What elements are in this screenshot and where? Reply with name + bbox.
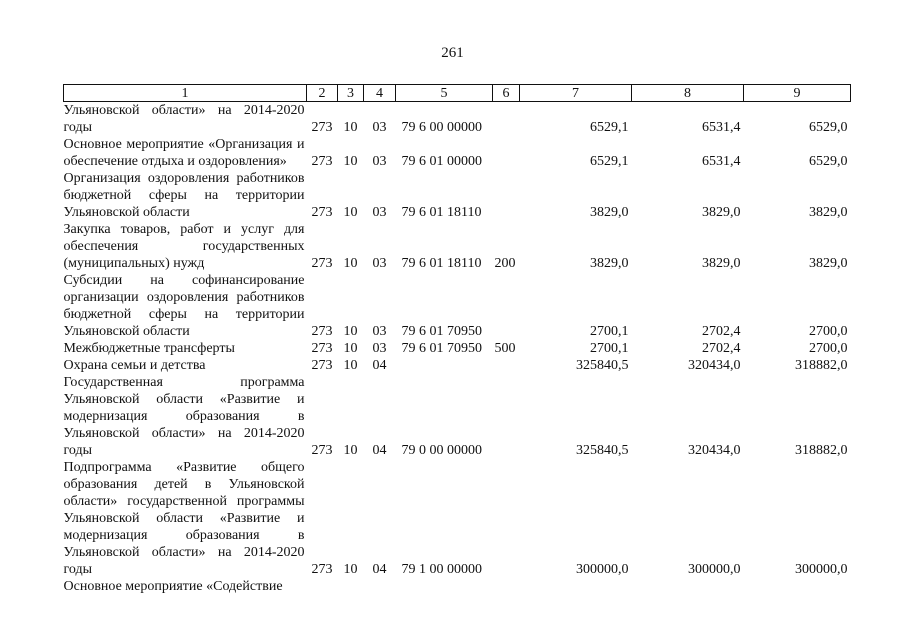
row-value-2015-cell: 320434,0: [688, 443, 741, 458]
row-section-cell: 10: [343, 256, 358, 271]
row-type-cell: [493, 459, 520, 578]
row-subsection-cell: 03: [372, 120, 387, 135]
row-value-2015-cell: 6531,4: [702, 120, 741, 135]
row-name-cell: Основное мероприятие «Содействие: [63, 579, 283, 594]
table-row: [64, 272, 851, 340]
row-value-2015-cell: 300000,0: [688, 562, 741, 577]
row-value-2016-cell: 318882,0: [795, 443, 848, 458]
header-cell-2015: 8: [632, 85, 744, 102]
row-subsection-cell: 03: [372, 205, 387, 220]
row-subsection-cell: 03: [372, 341, 387, 356]
table-row: [64, 340, 851, 357]
row-subsection-cell: 03: [372, 256, 387, 271]
row-subsection-cell: 04: [372, 443, 387, 458]
row-value-2014-cell: 325840,5: [576, 443, 629, 458]
table-row: [64, 578, 851, 595]
row-subsection-cell: 04: [372, 358, 387, 373]
row-type-cell: [493, 170, 520, 221]
row-ministry-cell: [307, 578, 338, 595]
row-type-cell: [493, 136, 520, 170]
row-value-2014-cell: 3829,0: [590, 205, 629, 220]
row-value-2016-cell: 3829,0: [809, 205, 848, 220]
row-section-cell: 10: [343, 324, 358, 339]
row-type-cell: 200: [494, 256, 516, 271]
row-value-2015-cell: 6531,4: [702, 154, 741, 169]
row-target-cell: 79 0 00 00000: [401, 443, 482, 458]
table-row: [64, 102, 851, 137]
row-ministry-cell: 273: [311, 358, 333, 373]
header-cell-name: 1: [64, 85, 307, 102]
header-row: [64, 85, 851, 102]
row-value-2016-cell: 2700,0: [809, 341, 848, 356]
table-header: [64, 85, 851, 102]
row-ministry-cell: 273: [311, 205, 333, 220]
row-target-cell: 79 6 01 70950: [401, 341, 482, 356]
row-value-2015-cell: 2702,4: [702, 324, 741, 339]
row-target-cell: 79 6 01 70950: [401, 324, 482, 339]
row-ministry-cell: 273: [311, 562, 333, 577]
row-name-cell: Охрана семьи и детства: [63, 358, 206, 373]
row-target-cell: 79 1 00 00000: [401, 562, 482, 577]
header-cell-2016: 9: [744, 85, 851, 102]
row-value-2015-cell: 320434,0: [688, 358, 741, 373]
table-body: [64, 102, 851, 596]
row-value-2014-cell: 2700,1: [590, 341, 629, 356]
row-section-cell: [338, 578, 364, 595]
row-name-cell: Ульяновской области» на 2014-2020 годы: [63, 103, 305, 135]
row-value-2016-cell: 6529,0: [809, 154, 848, 169]
row-value-2014-cell: 325840,5: [576, 358, 629, 373]
row-target-cell: 79 6 00 00000: [401, 120, 482, 135]
row-ministry-cell: 273: [311, 443, 333, 458]
row-value-2014-cell: [520, 578, 632, 595]
row-type-cell: [493, 357, 520, 374]
page-number: 261: [441, 45, 464, 61]
row-target-cell: 79 6 01 00000: [401, 154, 482, 169]
table-row: [64, 136, 851, 170]
table-row: [64, 374, 851, 459]
row-type-cell: [493, 578, 520, 595]
row-ministry-cell: 273: [311, 341, 333, 356]
row-subsection-cell: 03: [372, 154, 387, 169]
row-type-cell: 500: [494, 341, 516, 356]
row-ministry-cell: 273: [311, 154, 333, 169]
row-value-2015-cell: [632, 578, 744, 595]
row-name-cell: Государственная программа Ульяновской области «Развитие и модернизация образования в Ульяновской области» на 2014-2020 годы: [63, 375, 305, 458]
row-section-cell: 10: [343, 154, 358, 169]
header-cell-section: 3: [338, 85, 364, 102]
row-section-cell: 10: [343, 562, 358, 577]
row-value-2014-cell: 300000,0: [576, 562, 629, 577]
row-section-cell: 10: [343, 358, 358, 373]
row-type-cell: [493, 374, 520, 459]
row-value-2016-cell: 2700,0: [809, 324, 848, 339]
budget-table: [63, 84, 851, 595]
row-value-2016-cell: 3829,0: [809, 256, 848, 271]
row-target-cell: 79 6 01 18110: [401, 256, 482, 271]
header-cell-target: 5: [396, 85, 493, 102]
row-value-2016-cell: 300000,0: [795, 562, 848, 577]
row-subsection-cell: [364, 578, 396, 595]
row-value-2014-cell: 3829,0: [590, 256, 629, 271]
row-ministry-cell: 273: [311, 120, 333, 135]
row-ministry-cell: 273: [311, 256, 333, 271]
row-value-2016-cell: 6529,0: [809, 120, 848, 135]
row-value-2016-cell: 318882,0: [795, 358, 848, 373]
row-section-cell: 10: [343, 341, 358, 356]
row-section-cell: 10: [343, 443, 358, 458]
row-name-cell: Субсидии на софинансирование организации оздоровления работников бюджетной сферы на территории Ульяновской области: [63, 273, 305, 339]
row-ministry-cell: 273: [311, 324, 333, 339]
row-name-cell: Закупка товаров, работ и услуг для обеспечения государственных (муниципальных) нужд: [63, 222, 305, 271]
header-cell-2014: 7: [520, 85, 632, 102]
row-value-2015-cell: 3829,0: [702, 205, 741, 220]
row-name-cell: Организация оздоровления работников бюджетной сферы на территории Ульяновской области: [63, 171, 305, 220]
table-row: [64, 357, 851, 374]
row-subsection-cell: 03: [372, 324, 387, 339]
header-cell-ministry: 2: [307, 85, 338, 102]
row-section-cell: 10: [343, 205, 358, 220]
row-name-cell: Основное мероприятие «Организация и обеспечение отдыха и оздоровления»: [63, 137, 305, 169]
table-row: [64, 170, 851, 221]
row-type-cell: [493, 102, 520, 137]
row-value-2014-cell: 6529,1: [590, 154, 629, 169]
row-value-2016-cell: [744, 578, 851, 595]
row-name-cell: Подпрограмма «Развитие общего образования детей в Ульяновской области» государственной программы Ульяновской области «Развитие и модернизация образования в Ульяновской области» на 2014-2020 годы: [63, 460, 305, 577]
row-subsection-cell: 04: [372, 562, 387, 577]
row-section-cell: 10: [343, 120, 358, 135]
row-target-cell: 79 6 01 18110: [401, 205, 482, 220]
header-cell-type: 6: [493, 85, 520, 102]
header-cell-subsection: 4: [364, 85, 396, 102]
row-type-cell: [493, 272, 520, 340]
row-target-cell: [396, 357, 493, 374]
row-value-2015-cell: 2702,4: [702, 341, 741, 356]
table-row: [64, 459, 851, 578]
row-value-2014-cell: 6529,1: [590, 120, 629, 135]
row-value-2014-cell: 2700,1: [590, 324, 629, 339]
table-row: [64, 221, 851, 272]
row-target-cell: [396, 578, 493, 595]
row-name-cell: Межбюджетные трансферты: [63, 341, 235, 356]
row-value-2015-cell: 3829,0: [702, 256, 741, 271]
